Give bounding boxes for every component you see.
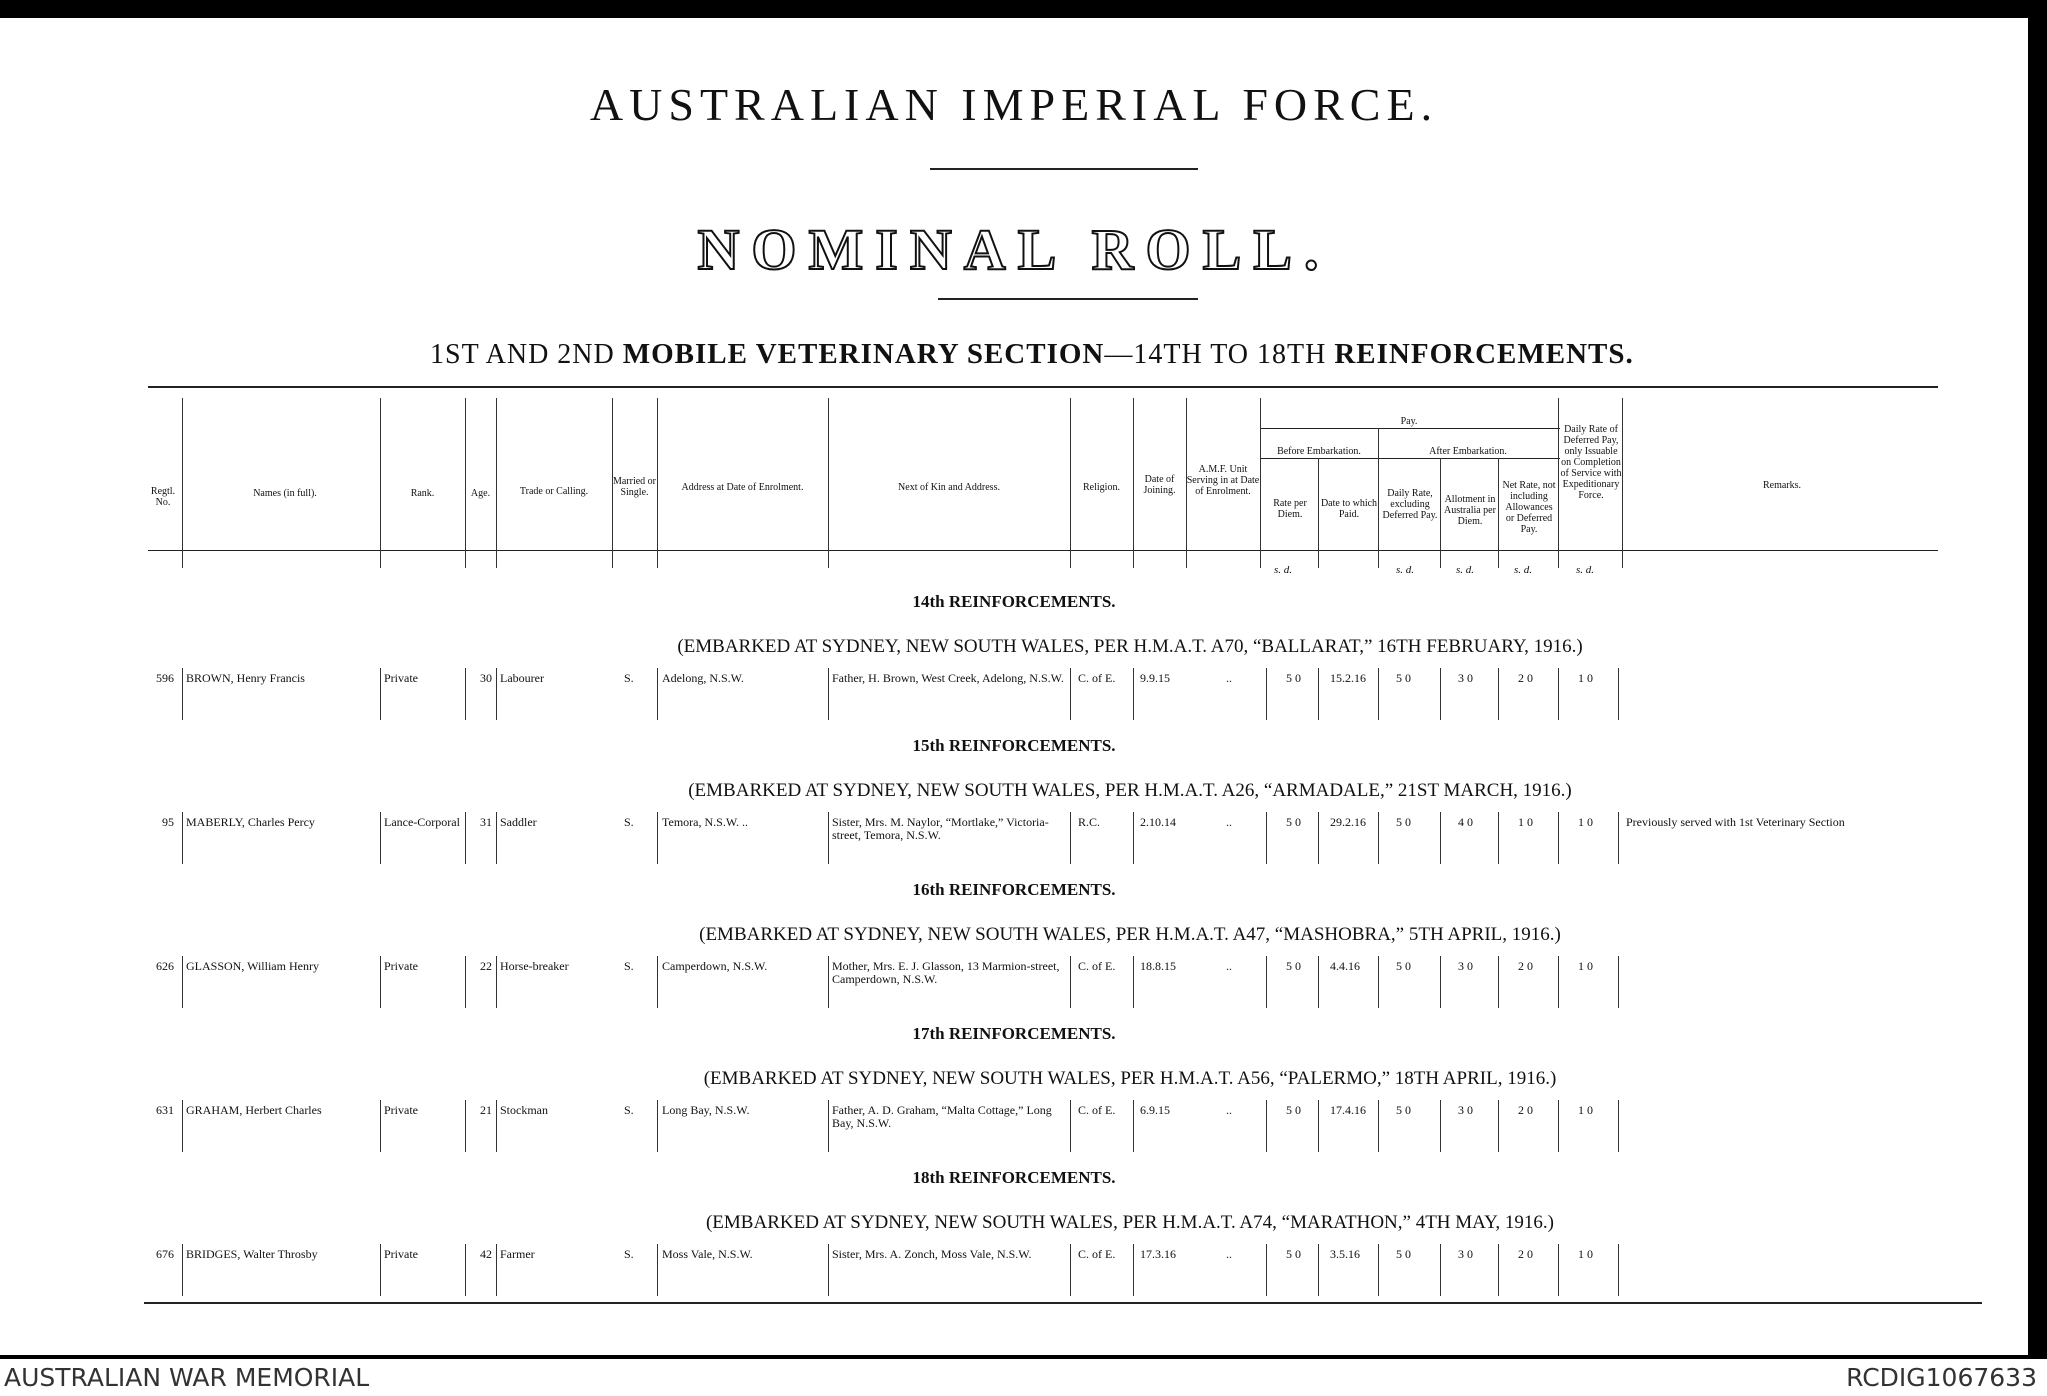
cell-rank: Private: [384, 671, 418, 685]
cell-name: BROWN, Henry Francis: [186, 671, 305, 685]
row-divider: [1618, 668, 1619, 720]
col-divider: [1318, 458, 1319, 568]
header-daily-rate: Daily Rate, excluding Deferred Pay.: [1382, 488, 1438, 521]
cell-married: S.: [624, 1247, 634, 1261]
row-divider: [1440, 812, 1441, 864]
row-divider: [828, 956, 829, 1008]
section-heading: 17th REINFORCEMENTS.: [912, 1024, 1116, 1043]
cell-kin: Sister, Mrs. M. Naylor, “Mortlake,” Victoria-street, Temora, N.S.W.: [832, 815, 1049, 842]
subtitle-part2: MOBILE VETERINARY SECTION: [622, 338, 1105, 370]
row-divider: [465, 956, 466, 1008]
row-divider: [182, 1100, 183, 1152]
row-divider: [1318, 812, 1319, 864]
row-divider: [465, 1244, 466, 1296]
row-divider: [1070, 812, 1071, 864]
document-title: AUSTRALIAN IMPERIAL FORCE.: [589, 79, 1439, 130]
cell-rank: Lance-Corporal: [384, 815, 460, 829]
cell-age: 31: [480, 815, 492, 829]
row-divider: [828, 1244, 829, 1296]
row-divider: [1070, 668, 1071, 720]
cell-joined: 2.10.14: [1140, 815, 1176, 829]
row-divider: [657, 956, 658, 1008]
row-divider: [1558, 1244, 1559, 1296]
embarkation-line: (EMBARKED AT SYDNEY, NEW SOUTH WALES, PER H.M.A.T. A56, “PALERMO,” 18TH APRIL, 1916.): [703, 1068, 1557, 1089]
col-divider: [182, 398, 183, 568]
cell-trade: Horse-breaker: [500, 959, 569, 973]
cell-joined: 9.9.15: [1140, 671, 1170, 685]
sd-marker: s. d.: [1396, 564, 1415, 576]
cell-remarks: Previously served with 1st Veterinary Section: [1626, 815, 1845, 829]
row-divider: [828, 668, 829, 720]
header-before-embarkation: Before Embarkation.: [1277, 446, 1361, 457]
document-page: [0, 18, 2028, 1355]
row-divider: [1318, 1244, 1319, 1296]
header-rank: Rank.: [410, 488, 435, 499]
embarkation-line: (EMBARKED AT SYDNEY, NEW SOUTH WALES, PER H.M.A.T. A70, “BALLARAT,” 16TH FEBRUARY, 1916.): [677, 636, 1583, 657]
sd-marker: s. d.: [1514, 564, 1533, 576]
section-heading: 14th REINFORCEMENTS.: [912, 592, 1116, 611]
footer: [0, 1359, 2047, 1396]
pay-rule: [1260, 428, 1560, 429]
row-divider: [182, 668, 183, 720]
cell-joined: 17.3.16: [1140, 1247, 1176, 1261]
unit-subtitle: [430, 338, 1634, 371]
col-divider: [1440, 458, 1441, 568]
cell-rate: 5 0: [1286, 1247, 1301, 1261]
section-heading: 18th REINFORCEMENTS.: [912, 1168, 1116, 1187]
cell-daily: 5 0: [1396, 959, 1411, 973]
cell-rank: Private: [384, 959, 418, 973]
row-divider: [1440, 668, 1441, 720]
cell-unit: ..: [1226, 1247, 1232, 1261]
cell-no: 626: [156, 959, 174, 973]
embarkation-line: (EMBARKED AT SYDNEY, NEW SOUTH WALES, PER H.M.A.T. A47, “MASHOBRA,” 5TH APRIL, 1916.): [699, 924, 1561, 945]
cell-allot: 3 0: [1458, 959, 1473, 973]
row-divider: [1266, 812, 1267, 864]
row-divider: [182, 1244, 183, 1296]
row-divider: [496, 668, 497, 720]
row-divider: [1133, 1100, 1134, 1152]
cell-married: S.: [624, 959, 634, 973]
footer-right: RCDIG1067633: [1846, 1363, 2037, 1392]
row-divider: [657, 812, 658, 864]
row-divider: [1558, 1100, 1559, 1152]
cell-paid: 3.5.16: [1330, 1247, 1360, 1261]
header-remarks: Remarks.: [1762, 480, 1802, 491]
row-divider: [465, 812, 466, 864]
row-divider: [1440, 1100, 1441, 1152]
row-divider: [1618, 956, 1619, 1008]
cell-no: 676: [156, 1247, 174, 1261]
cell-rate: 5 0: [1286, 959, 1301, 973]
cell-paid: 17.4.16: [1330, 1103, 1366, 1117]
cell-address: Temora, N.S.W. ..: [662, 815, 749, 829]
row-divider: [1266, 1244, 1267, 1296]
cell-no: 631: [156, 1103, 174, 1117]
cell-married: S.: [624, 815, 634, 829]
cell-rate: 5 0: [1286, 1103, 1301, 1117]
table-bottom-rule: [144, 1302, 1982, 1304]
cell-unit: ..: [1226, 815, 1232, 829]
cell-age: 42: [480, 1247, 492, 1261]
sd-marker: s. d.: [1456, 564, 1475, 576]
cell-allot: 4 0: [1458, 815, 1473, 829]
cell-rate: 5 0: [1286, 671, 1301, 685]
cell-name: GRAHAM, Herbert Charles: [186, 1103, 322, 1117]
cell-address: Adelong, N.S.W.: [662, 671, 744, 685]
cell-net: 2 0: [1518, 1103, 1533, 1117]
row-divider: [1070, 1244, 1071, 1296]
row-divider: [1318, 1100, 1319, 1152]
sd-marker: s. d.: [1576, 564, 1595, 576]
header-trade: Trade or Calling.: [519, 486, 589, 497]
cell-age: 22: [480, 959, 492, 973]
row-divider: [1318, 668, 1319, 720]
row-divider: [1378, 812, 1379, 864]
header-religion: Religion.: [1083, 482, 1120, 493]
cell-deferred: 1 0: [1578, 671, 1593, 685]
col-divider: [1558, 398, 1559, 568]
cell-unit: ..: [1226, 671, 1232, 685]
col-divider: [380, 398, 381, 568]
cell-net: 2 0: [1518, 959, 1533, 973]
row-divider: [496, 956, 497, 1008]
row-divider: [1618, 812, 1619, 864]
header-married: Married or Single.: [612, 476, 657, 498]
header-allotment: Allotment in Australia per Diem.: [1444, 494, 1496, 527]
row-divider: [1440, 1244, 1441, 1296]
row-divider: [1266, 668, 1267, 720]
cell-name: GLASSON, William Henry: [186, 959, 319, 973]
row-divider: [1070, 956, 1071, 1008]
row-divider: [380, 668, 381, 720]
row-divider: [1378, 1100, 1379, 1152]
header-pay: Pay.: [1400, 416, 1418, 427]
header-names: Names (in full).: [253, 488, 317, 499]
section-heading: 16th REINFORCEMENTS.: [912, 880, 1116, 899]
cell-trade: Labourer: [500, 671, 544, 685]
cell-religion: C. of E.: [1078, 1103, 1116, 1117]
row-divider: [1558, 812, 1559, 864]
cell-married: S.: [624, 671, 634, 685]
cell-rank: Private: [384, 1103, 418, 1117]
row-divider: [1558, 668, 1559, 720]
row-divider: [1440, 956, 1441, 1008]
cell-name: BRIDGES, Walter Throsby: [186, 1247, 318, 1261]
row-divider: [465, 668, 466, 720]
row-divider: [1498, 1244, 1499, 1296]
header-next-of-kin: Next of Kin and Address.: [898, 482, 1000, 493]
row-divider: [657, 668, 658, 720]
cell-net: 1 0: [1518, 815, 1533, 829]
cell-kin: Father, A. D. Graham, “Malta Cottage,” Long Bay, N.S.W.: [832, 1103, 1052, 1130]
row-divider: [1378, 668, 1379, 720]
row-divider: [1498, 956, 1499, 1008]
cell-address: Camperdown, N.S.W.: [662, 959, 768, 973]
col-divider: [1498, 458, 1499, 568]
cell-kin: Father, H. Brown, West Creek, Adelong, N.S.W.: [832, 671, 1064, 685]
roll-title: NOMINAL ROLL.: [697, 217, 1331, 282]
row-divider: [1498, 1100, 1499, 1152]
row-divider: [1498, 668, 1499, 720]
header-bottom-rule: [148, 550, 1938, 551]
cell-allot: 3 0: [1458, 1103, 1473, 1117]
row-divider: [1133, 1244, 1134, 1296]
header-rate-per-diem: Rate per Diem.: [1273, 498, 1307, 520]
subtitle-part1: 1ST AND 2ND: [430, 339, 615, 370]
header-regtl-no: Regtl. No.: [150, 486, 176, 508]
cell-address: Moss Vale, N.S.W.: [662, 1247, 753, 1261]
sd-marker: s. d.: [1274, 564, 1293, 576]
cell-paid: 4.4.16: [1330, 959, 1360, 973]
cell-age: 30: [480, 671, 492, 685]
row-divider: [380, 956, 381, 1008]
col-divider: [465, 398, 466, 568]
row-divider: [657, 1100, 658, 1152]
cell-deferred: 1 0: [1578, 959, 1593, 973]
header-amf-unit: A.M.F. Unit Serving in at Date of Enrolment.: [1186, 464, 1260, 497]
cell-deferred: 1 0: [1578, 1247, 1593, 1261]
cell-net: 2 0: [1518, 671, 1533, 685]
embarkation-line: (EMBARKED AT SYDNEY, NEW SOUTH WALES, PER H.M.A.T. A74, “MARATHON,” 4TH MAY, 1916.): [705, 1212, 1554, 1233]
cell-address: Long Bay, N.S.W.: [662, 1103, 750, 1117]
cell-married: S.: [624, 1103, 634, 1117]
roll-rule: [938, 298, 1198, 300]
cell-name: MABERLY, Charles Percy: [186, 815, 315, 829]
cell-rate: 5 0: [1286, 815, 1301, 829]
row-divider: [380, 1244, 381, 1296]
header-date-paid: Date to which Paid.: [1320, 498, 1378, 520]
cell-paid: 15.2.16: [1330, 671, 1366, 685]
cell-rank: Private: [384, 1247, 418, 1261]
cell-paid: 29.2.16: [1330, 815, 1366, 829]
row-divider: [496, 812, 497, 864]
footer-left: AUSTRALIAN WAR MEMORIAL: [4, 1363, 370, 1392]
embarkation-line: (EMBARKED AT SYDNEY, NEW SOUTH WALES, PER H.M.A.T. A26, “ARMADALE,” 21ST MARCH, 1916.): [688, 780, 1572, 801]
header-net-rate: Net Rate, not including Allowances or Deferred Pay.: [1502, 480, 1556, 535]
row-divider: [1618, 1100, 1619, 1152]
header-age: Age.: [470, 488, 491, 499]
row-divider: [496, 1100, 497, 1152]
cell-religion: C. of E.: [1078, 1247, 1116, 1261]
row-divider: [496, 1244, 497, 1296]
section-heading: 15th REINFORCEMENTS.: [912, 736, 1116, 755]
row-divider: [1318, 956, 1319, 1008]
header-deferred: Daily Rate of Deferred Pay, only Issuable on Completion of Service with Expeditionary Force.: [1560, 424, 1622, 501]
cell-daily: 5 0: [1396, 815, 1411, 829]
subtitle-part4: REINFORCEMENTS.: [1334, 338, 1634, 370]
row-divider: [657, 1244, 658, 1296]
cell-joined: 18.8.15: [1140, 959, 1176, 973]
cell-kin: Mother, Mrs. E. J. Glasson, 13 Marmion-street, Camperdown, N.S.W.: [832, 959, 1060, 986]
cell-religion: C. of E.: [1078, 671, 1116, 685]
cell-no: 596: [156, 671, 174, 685]
cell-religion: C. of E.: [1078, 959, 1116, 973]
row-divider: [1133, 668, 1134, 720]
cell-kin: Sister, Mrs. A. Zonch, Moss Vale, N.S.W.: [832, 1247, 1032, 1261]
row-divider: [1558, 956, 1559, 1008]
cell-no: 95: [162, 815, 174, 829]
row-divider: [182, 956, 183, 1008]
row-divider: [828, 1100, 829, 1152]
cell-allot: 3 0: [1458, 671, 1473, 685]
header-address: Address at Date of Enrolment.: [681, 482, 804, 493]
cell-net: 2 0: [1518, 1247, 1533, 1261]
row-divider: [1070, 1100, 1071, 1152]
cell-trade: Saddler: [500, 815, 537, 829]
cell-daily: 5 0: [1396, 1247, 1411, 1261]
cell-religion: R.C.: [1078, 815, 1101, 829]
cell-deferred: 1 0: [1578, 1103, 1593, 1117]
cell-unit: ..: [1226, 1103, 1232, 1117]
row-divider: [1266, 956, 1267, 1008]
cell-joined: 6.9.15: [1140, 1103, 1170, 1117]
row-divider: [828, 812, 829, 864]
cell-trade: Farmer: [500, 1247, 535, 1261]
col-divider: [496, 398, 497, 568]
cell-daily: 5 0: [1396, 1103, 1411, 1117]
header-after-embarkation: After Embarkation.: [1429, 446, 1507, 457]
cell-trade: Stockman: [500, 1103, 548, 1117]
row-divider: [1378, 956, 1379, 1008]
row-divider: [1498, 812, 1499, 864]
row-divider: [465, 1100, 466, 1152]
subtitle-part3: —14TH TO 18TH: [1104, 339, 1327, 370]
cell-daily: 5 0: [1396, 671, 1411, 685]
row-divider: [1618, 1244, 1619, 1296]
row-divider: [1378, 1244, 1379, 1296]
cell-unit: ..: [1226, 959, 1232, 973]
row-divider: [1266, 1100, 1267, 1152]
cell-deferred: 1 0: [1578, 815, 1593, 829]
cell-allot: 3 0: [1458, 1247, 1473, 1261]
header-top-rule: [148, 386, 1938, 388]
header-date-joining: Date of Joining.: [1143, 474, 1176, 496]
cell-age: 21: [480, 1103, 492, 1117]
row-divider: [1133, 812, 1134, 864]
row-divider: [1133, 956, 1134, 1008]
row-divider: [380, 1100, 381, 1152]
pay-sub-rule: [1260, 458, 1560, 459]
row-divider: [380, 812, 381, 864]
title-rule: [930, 168, 1198, 170]
row-divider: [182, 812, 183, 864]
